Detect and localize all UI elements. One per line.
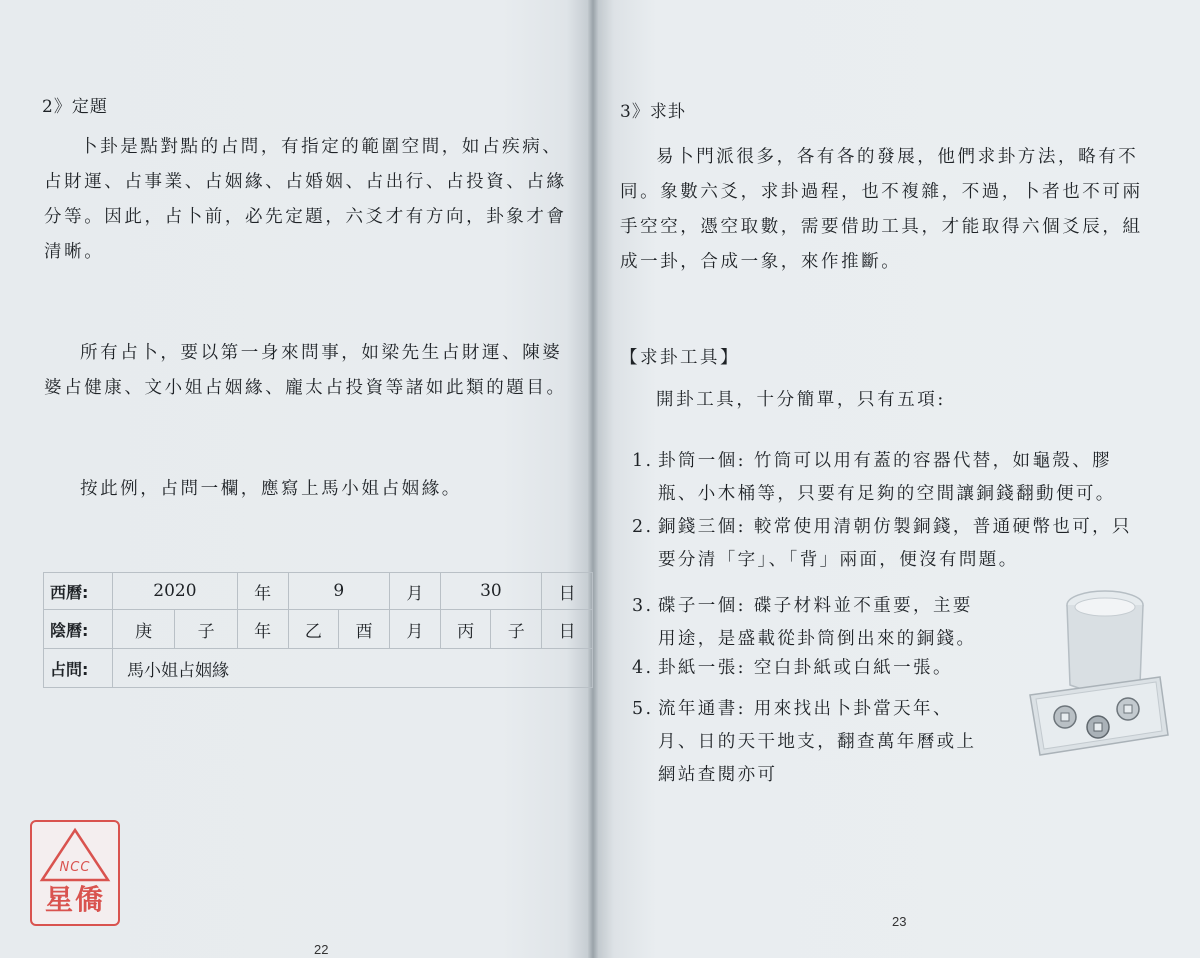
list-line: 要分清「字」、「背」兩面，便沒有問題。 — [658, 550, 1019, 570]
list-number: 2. — [632, 517, 654, 537]
paragraph-line: 所有占卜，要以第一身來問事，如梁先生占財運、陳婆 — [80, 343, 563, 363]
list-line: 月、日的天干地支，翻查萬年曆或上 — [658, 732, 977, 752]
lunar-cell: 年 — [237, 610, 288, 649]
solar-day-unit: 日 — [542, 573, 593, 610]
lunar-cell: 庚 — [113, 610, 175, 649]
list-number: 5. — [632, 699, 654, 719]
page-number-right: 23 — [892, 914, 907, 929]
paragraph-line: 開卦工具，十分簡單，只有五項: — [656, 390, 946, 410]
section-heading-seek-hexagram: 3》求卦 — [620, 102, 686, 122]
list-line: 瓶、小木桶等，只要有足夠的空間讓銅錢翻動便可。 — [658, 484, 1116, 504]
page-number-left: 22 — [314, 942, 329, 957]
list-number: 1. — [632, 451, 654, 471]
paragraph-line: 婆占健康、文小姐占姻緣、龐太占投資等諸如此類的題目。 — [44, 378, 567, 398]
solar-year: 2020 — [113, 573, 238, 610]
table-row-lunar — [44, 610, 593, 649]
ncc-logo-stamp — [30, 820, 120, 926]
lunar-cell: 乙 — [288, 610, 339, 649]
list-line: 流年通書: 用來找出卜卦當天年、 — [658, 699, 953, 719]
question-date-table — [43, 572, 593, 688]
paragraph-line: 分等。因此，占卜前，必先定題，六爻才有方向，卦象才會 — [44, 207, 567, 227]
paragraph-line: 手空空，憑空取數，需要借助工具，才能取得六個爻辰，組 — [620, 217, 1143, 237]
book-gutter — [588, 0, 598, 958]
lunar-cell: 月 — [389, 610, 440, 649]
list-line: 用途，是盛載從卦筒倒出來的銅錢。 — [658, 629, 977, 649]
paragraph-line: 成一卦，合成一象，來作推斷。 — [620, 252, 902, 272]
tools-intro — [620, 383, 946, 418]
list-number: 3. — [632, 596, 654, 616]
paragraph-line: 按此例，占問一欄，應寫上馬小姐占姻緣。 — [80, 479, 462, 499]
lunar-cell: 日 — [542, 610, 593, 649]
solar-day: 30 — [440, 573, 541, 610]
section-heading-define-question: 2》定題 — [42, 97, 108, 117]
label-solar: 西曆: — [44, 573, 113, 610]
paragraph-line: 易卜門派很多，各有各的發展，他們求卦方法，略有不 — [656, 147, 1139, 167]
question-value: 馬小姐占姻緣 — [113, 649, 593, 688]
solar-month: 9 — [288, 573, 389, 610]
stamp-name-text: 星僑 — [44, 883, 105, 916]
paragraph-line: 占財運、占事業、占姻緣、占婚姻、占出行、占投資、占緣 — [44, 172, 567, 192]
label-lunar: 陰曆: — [44, 610, 113, 649]
list-line: 碟子一個: 碟子材料並不重要，主要 — [658, 596, 973, 616]
list-line: 銅錢三個: 較常使用清朝仿製銅錢，普通硬幣也可，只 — [658, 517, 1132, 537]
paragraph-line: 同。象數六爻，求卦過程，也不複雜，不過，卜者也不可兩 — [620, 182, 1143, 202]
paragraph-example — [44, 472, 462, 507]
solar-month-unit: 月 — [389, 573, 440, 610]
list-number: 4. — [632, 658, 654, 678]
label-question: 占問: — [44, 649, 113, 688]
paragraph-first-person — [44, 336, 567, 406]
paragraph-line: 清晰。 — [44, 242, 105, 262]
lunar-cell: 酉 — [339, 610, 390, 649]
lunar-cell: 丙 — [440, 610, 491, 649]
list-line: 卦筒一個: 竹筒可以用有蓋的容器代替，如龜殼、膠 — [658, 451, 1113, 471]
paragraph-define-question — [44, 130, 567, 270]
divination-tools-image — [1020, 585, 1170, 770]
table-row-solar — [44, 573, 593, 610]
paragraph-seek-hexagram — [620, 140, 1143, 280]
list-line: 卦紙一張: 空白卦紙或白紙一張。 — [658, 658, 953, 678]
solar-year-unit: 年 — [237, 573, 288, 610]
stamp-ncc-text: NCC — [59, 860, 91, 875]
table-row-question — [44, 649, 593, 688]
paragraph-line: 卜卦是點對點的占問，有指定的範圍空間，如占疾病、 — [80, 137, 563, 157]
list-line: 網站查閱亦可 — [658, 765, 778, 785]
lunar-cell: 子 — [491, 610, 542, 649]
lunar-cell: 子 — [175, 610, 237, 649]
tools-heading: 【求卦工具】 — [620, 348, 740, 368]
